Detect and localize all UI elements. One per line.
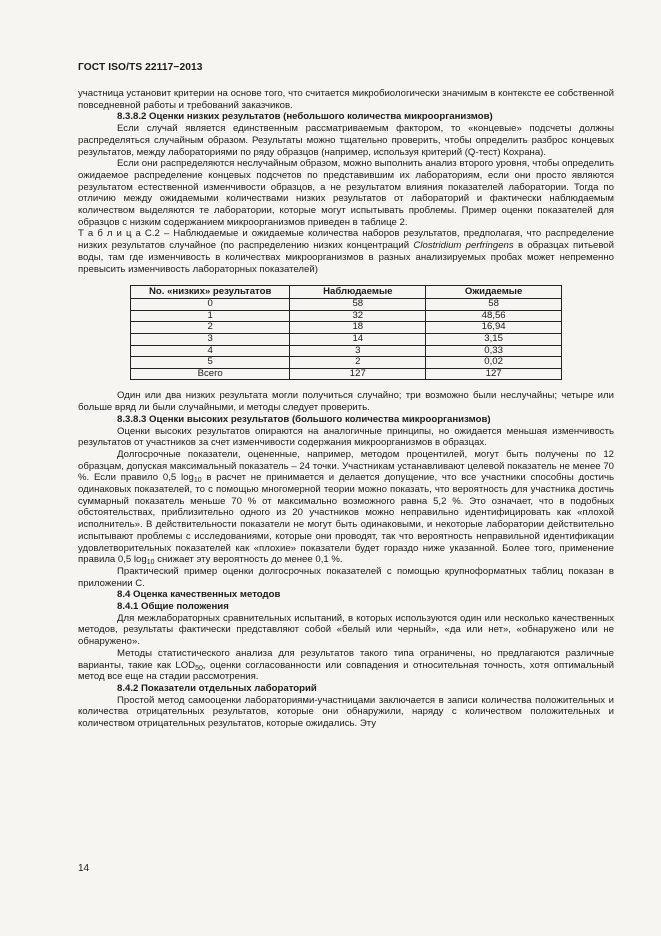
- section-heading-8-3-8-2: 8.3.8.2 Оценки низких результатов (небольшого количества микроорганизмов): [117, 111, 493, 123]
- results-table: [130, 285, 562, 380]
- table-row: [131, 345, 562, 357]
- table-cell: 3: [131, 334, 290, 346]
- paragraph: Если случай является единственным рассматриваемым фактором, то «концевые» подсчеты должны распределяться случайным образом. Результаты можно тщательно проверить, чтобы определить разброс концевых результатов, между лабораториями по ряду образцов (например, используя критерий (Q-тест) Кохрана).: [78, 123, 614, 158]
- section-heading-8-4: 8.4 Оценка качественных методов: [117, 589, 281, 601]
- paragraph: Если они распределяются неслучайным образом, можно выполнить анализ второго уровня, чтобы определить ожидаемое распределение концевых подсчетов по представившим их лабораториям, если они просто являются результатом естественной изменчивости образцов, а не результатом влияния показателей лаборатории. Тогда по отличию между ожидаемыми количествами низких результатов от лабораторий и фактически наблюдаемым количеством выделяются те лаборатории, которые могут испытывать проблемы. Пример оценки показателей для образцов с низким содержанием микроорганизмов приведен в таблице 2.: [78, 158, 614, 228]
- paragraph: Практический пример оценки долгосрочных показателей с помощью крупноформатных таблиц показан в приложении С.: [78, 565, 614, 589]
- table-cell: 32: [290, 310, 426, 322]
- table-caption-prefix: Т а б л и ц а С.2 – Наблюдаемые и ожидаемые количества наборов результатов, предполагая, что распределение низких результатов случайное (по распределению низких концентраций: [78, 228, 614, 252]
- table-cell: Всего: [131, 368, 290, 380]
- text-run: , оценки согласованности или совпадения и относительная точность, хотя оптимальный метод все еще на стадии рассмотрения.: [78, 659, 614, 683]
- subscript: 50: [195, 664, 203, 672]
- table-cell: 18: [290, 322, 426, 334]
- table-cell: 3,15: [426, 334, 562, 346]
- table-cell: 5: [131, 357, 290, 369]
- table-cell: 58: [290, 299, 426, 311]
- table-cell: 0: [131, 299, 290, 311]
- table-caption: [78, 228, 614, 275]
- table-caption-suffix: в образцах питьевой воды, там где изменчивость в количествах микроорганизмов в разных анализируемых пробах может непременно превысить изменчивость лабораторных показателей): [78, 240, 615, 275]
- page-number: 14: [78, 863, 90, 874]
- table-cell: 0,33: [426, 345, 562, 357]
- table-cell: 16,94: [426, 322, 562, 334]
- paragraph: участница установит критерии на основе того, что считается микробиологически значимым в контексте ее собственной повседневной работы и требований заказчиков.: [78, 88, 614, 111]
- subscript: 10: [146, 559, 155, 567]
- table-cell: 2: [131, 322, 290, 334]
- text-run: снижает эту вероятность до менее 0,1 %.: [154, 554, 343, 566]
- table-cell: 127: [290, 368, 426, 380]
- text-run: Долгосрочные показатели, оцененные, например, методом процентилей, могут быть получены по 12 образцам, допуская максимальный показатель – 24 точки. Участникам устанавливают целевой показатель не менее 70 %. Если правило 0,5 log: [78, 448, 614, 484]
- table-cell: 3: [290, 345, 426, 357]
- table-row: [131, 322, 562, 334]
- section-heading-8-4-2: 8.4.2 Показатели отдельных лабораторий: [117, 682, 317, 694]
- table-cell: 1: [131, 310, 290, 322]
- table-cell: 58: [426, 299, 562, 311]
- table-cell: 14: [290, 334, 426, 346]
- paragraph: [78, 449, 614, 566]
- table-cell: 2: [290, 357, 426, 369]
- paragraph: Один или два низких результата могли получиться случайно; три возможно были неслучайны; четыре или больше вряд ли были случайными, и методы следует проверить.: [78, 390, 614, 414]
- paragraph: Для межлабораторных сравнительных испытаний, в которых используются один или несколько качественных методов, результаты фактически представляют собой «белый или черный», «да или нет», «обнаружено или не обнаружено».: [78, 612, 614, 648]
- table-total-row: [131, 368, 562, 380]
- table-header-cell: Наблюдаемые: [290, 286, 426, 299]
- paragraph: Оценки высоких результатов опираются на аналогичные принципы, но ожидается меньшая изменчивость результатов от участников за счет изменчивости содержания микроорганизмов в образцах.: [78, 425, 614, 449]
- table-cell: 0,02: [426, 357, 562, 369]
- table-row: [131, 357, 562, 369]
- paragraph: [78, 648, 614, 683]
- text-run: в расчет не принимается и делается допущение, что все участники способны достичь одинаковых показателей, то с помощью многомерной теории можно показать, что вероятность для участника достичь суммарный показатель меньше 70 % от максимально возможного равна 5,2 %. Это означает, что в подобных обстоятельствах, приблизительно одного из 20 участников можно неправильно идентифицировать как «плохой исполнитель». В действительности показатели не могут быть одинаковыми, и некоторые лаборатории действительно испытывают проблемы с исследованиями, которые они проводят, так что вероятность неправильной идентификации удовлетворительных показателей как «плохие» показатели будет гораздо ниже указанной. Более того, применение правила 0,5 log: [78, 472, 614, 566]
- table-cell: 48,56: [426, 310, 562, 322]
- document-body: [78, 88, 614, 730]
- table-row: [131, 334, 562, 346]
- document-header: ГОСТ ISO/TS 22117−2013: [78, 62, 203, 73]
- table-cell: 127: [426, 368, 562, 380]
- paragraph: Простой метод самооценки лабораториями-участницами заключается в записи количества положительных и количества отрицательных результатов, которые они обнаружили, наряду с количеством положительных и количеством отрицательных результатов, которые ожидались. Эту: [78, 694, 614, 730]
- section-heading-8-4-1: 8.4.1 Общие положения: [117, 601, 229, 613]
- table-row: [131, 299, 562, 311]
- table-header-cell: Ожидаемые: [426, 286, 562, 299]
- table-row: [131, 310, 562, 322]
- table-header-row: [131, 286, 562, 299]
- table-wrapper: [130, 285, 562, 380]
- table-cell: 4: [131, 345, 290, 357]
- subscript: 10: [193, 477, 202, 485]
- section-heading-8-3-8-3: 8.3.8.3 Оценки высоких результатов (большого количества микроорганизмов): [117, 413, 491, 425]
- table-header-cell: No. «низких» результатов: [131, 286, 290, 299]
- table-caption-species: Clostridium perfringens: [413, 240, 514, 252]
- text-run: Методы статистического анализа для результатов такого типа ограничены, но предлагаются различные варианты, такие как LOD: [78, 647, 614, 671]
